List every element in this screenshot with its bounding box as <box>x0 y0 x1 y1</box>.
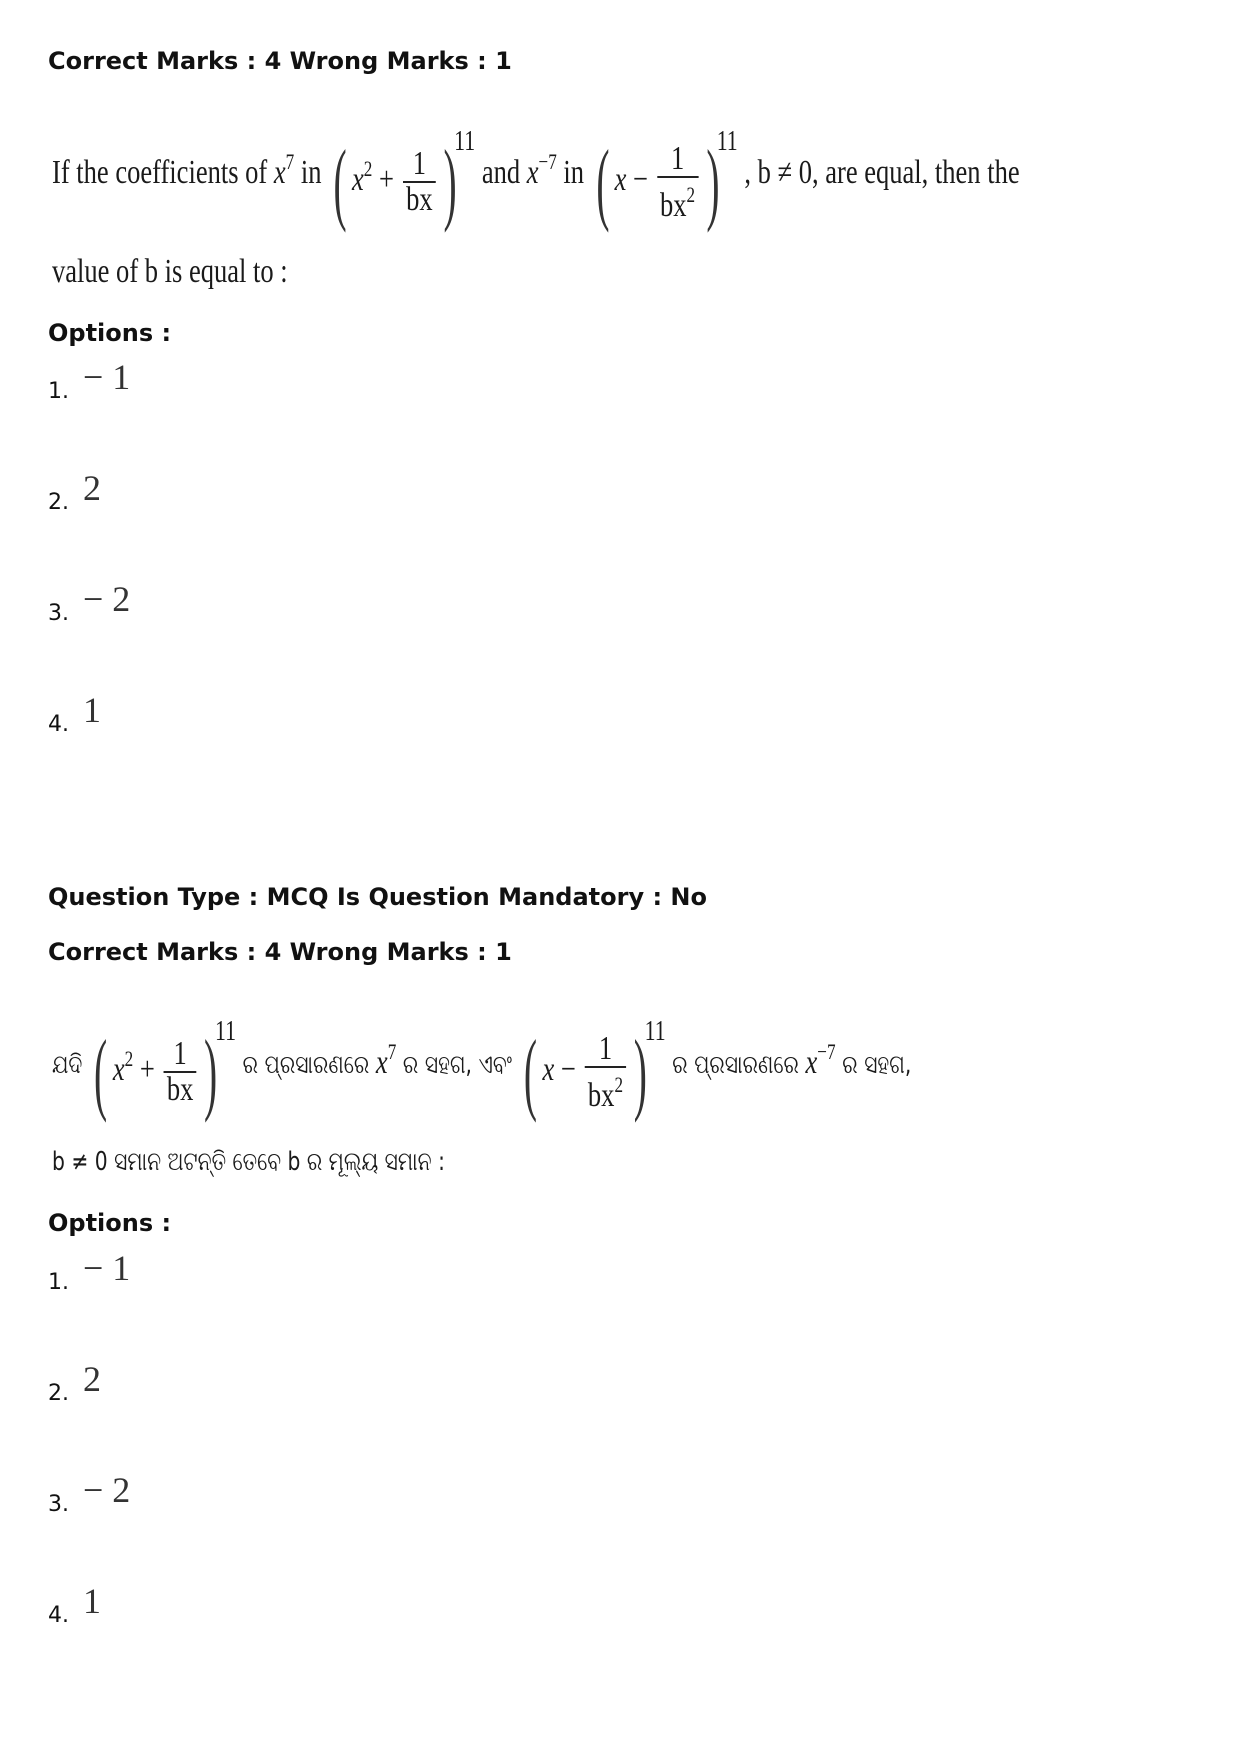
expression-1: ( $x^2$ + $\frac{1}{bx}$ )$^{11}$ <box>94 1016 237 1124</box>
option-number: 3. <box>48 1492 69 1517</box>
option-value: − 2 <box>83 579 131 619</box>
option-number: 2. <box>48 490 69 515</box>
option-value: − 1 <box>83 357 131 397</box>
option-number: 3. <box>48 601 69 626</box>
question-text-line2-odia: b ≠ 0 ସମାନ ଅଟନ୍ତି ତେବେ b ର ମୂଲ୍ୟ ସମାନ : <box>52 1147 445 1177</box>
marks-line: Correct Marks : 4 Wrong Marks : 1 <box>48 938 512 966</box>
option-1[interactable] <box>48 357 131 405</box>
option-number: 2. <box>48 1381 69 1406</box>
option-number: 4. <box>48 1603 69 1628</box>
option-value: − 2 <box>83 1470 131 1510</box>
question-type-line: Question Type : MCQ Is Question Mandatory : No <box>48 883 707 911</box>
expression-2: ( x − $\frac{1}{bx^2}$ )$^{11}$ <box>523 1016 666 1124</box>
question-text-line1-odia: ଯଦି ( $x^2$ + $\frac{1}{bx}$ )$^{11}$ ର ପ୍ରସାରଣରେ $x^7$ ର ସହଗ, ଏବଂ ( x − $\frac{1}{bx^2}$ )$^{11}$ ର ପ୍ରସାରଣରେ $x^{-7}$ ର ସହଗ, <box>52 1012 911 1118</box>
option-2[interactable] <box>48 468 101 516</box>
marks-line: Correct Marks : 4 Wrong Marks : 1 <box>48 47 512 75</box>
option-value: 2 <box>83 1359 101 1399</box>
options-label: Options : <box>48 319 172 347</box>
option-4[interactable] <box>48 690 101 738</box>
option-value: 2 <box>83 468 101 508</box>
option-number: 1. <box>48 379 69 404</box>
option-2[interactable] <box>48 1359 101 1407</box>
question-text-line1: If the coefficients of $x^7$ in ( $x^2$ + $\frac{1}{bx}$ )$^{11}$ and $x^{-7}$ in ( x − $\frac{1}{bx^2}$ )$^{11}$ , b ≠ 0, are equal, then the <box>52 122 1020 228</box>
option-3[interactable] <box>48 579 131 627</box>
option-value: 1 <box>83 690 101 730</box>
option-number: 4. <box>48 712 69 737</box>
option-value: 1 <box>83 1581 101 1621</box>
expression-2: ( x − $\frac{1}{bx^2}$ )$^{11}$ <box>596 126 738 234</box>
option-value: − 1 <box>83 1248 131 1288</box>
option-number: 1. <box>48 1270 69 1295</box>
option-3[interactable] <box>48 1470 131 1518</box>
expression-1: ( $x^2$ + $\frac{1}{bx}$ )$^{11}$ <box>333 126 476 234</box>
question-text-line2: value of b is equal to : <box>52 253 288 290</box>
option-4[interactable] <box>48 1581 101 1629</box>
options-label: Options : <box>48 1209 172 1237</box>
option-1[interactable] <box>48 1248 131 1296</box>
